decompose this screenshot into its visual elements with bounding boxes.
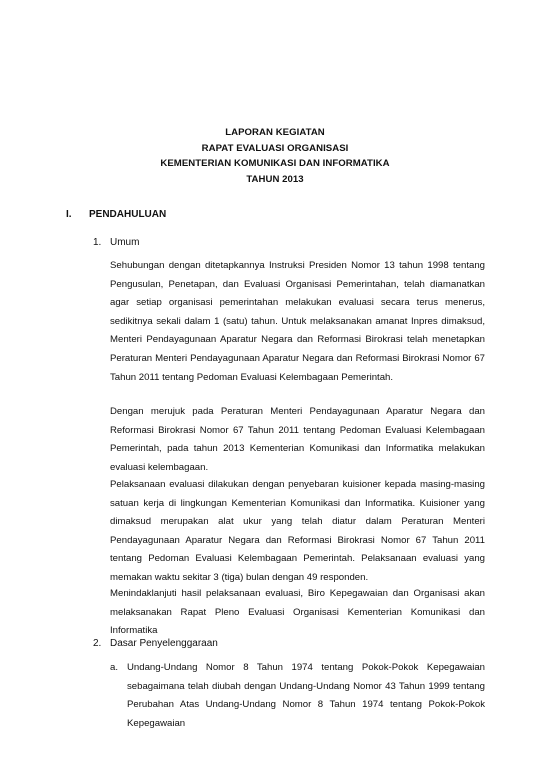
- title-line-3: KEMENTERIAN KOMUNIKASI DAN INFORMATIKA: [160, 158, 390, 169]
- subsection-heading-1: [93, 237, 139, 248]
- subsection-number: 1.: [93, 237, 102, 248]
- list-marker: a.: [110, 662, 119, 673]
- subsection-heading-2: [93, 638, 218, 649]
- subsection-title: Dasar Penyelenggaraan: [110, 638, 218, 649]
- section-heading: [66, 209, 166, 220]
- document-title: [0, 125, 550, 187]
- paragraph-3: Pelaksanaan evaluasi dilakukan dengan penyebaran kuisioner kepada masing-masing satuan kerja di lingkungan Kementerian Komunikasi dan Informatika. Kuisioner yang dimaksud merupakan alat ukur yang telah diatur dalam Peraturan Menteri Pendayagunaan Aparatur Negara dan Reformasi Birokrasi Nomor 67 Tahun 2011 tentang Pedoman Evaluasi Kelembagaan Pemerintah. Pelaksanaan evaluasi yang memakan waktu sekitar 3 (tiga) bulan dengan 49 responden.: [110, 479, 485, 583]
- paragraph-4: Menindaklanjuti hasil pelaksanaan evaluasi, Biro Kepegawaian dan Organisasi akan melaksanakan Rapat Pleno Evaluasi Organisasi Kementerian Komunikasi dan Informatika: [110, 588, 485, 637]
- subsection-number: 2.: [93, 638, 102, 649]
- section-title: PENDAHULUAN: [89, 209, 167, 220]
- subsection-title: Umum: [110, 237, 140, 248]
- list-item: [110, 659, 485, 733]
- section-number: I.: [66, 209, 72, 220]
- title-line-1: LAPORAN KEGIATAN: [225, 127, 325, 138]
- paragraph-2: Dengan merujuk pada Peraturan Menteri Pendayagunaan Aparatur Negara dan Reformasi Birokrasi Nomor 67 Tahun 2011 tentang Pedoman Evaluasi Kelembagaan Pemerintah, pada tahun 2013 Kementerian Komunikasi dan Informatika melakukan evaluasi kelembagaan.: [110, 406, 485, 473]
- title-line-4: TAHUN 2013: [246, 173, 304, 185]
- title-line-2: RAPAT EVALUASI ORGANISASI: [201, 142, 349, 154]
- paragraph-1: Sehubungan dengan ditetapkannya Instruksi Presiden Nomor 13 tahun 1998 tentang Pengusulan, Penetapan, dan Evaluasi Organisasi Pemerintahan, telah diamanatkan agar setiap organisasi pemerintahan melakukan evaluasi secara terus menerus, sedikitnya sekali dalam 1 (satu) tahun. Untuk melaksanakan amanat Inpres dimaksud, Menteri Pendayagunaan Aparatur Negara dan Reformasi Birokrasi telah menetapkan Peraturan Menteri Pendayagunaan Aparatur Negara dan Reformasi Birokrasi Nomor 67 Tahun 2011 tentang Pedoman Evaluasi Kelembagaan Pemerintah.: [110, 260, 485, 383]
- list-item-text: Undang-Undang Nomor 8 Tahun 1974 tentang Pokok-Pokok Kepegawaian sebagaimana telah diubah dengan Undang-Undang Nomor 43 Tahun 1999 tentang Perubahan Atas Undang-Undang Nomor 8 Tahun 1974 tentang Pokok-Pokok Kepegawaian: [127, 662, 485, 729]
